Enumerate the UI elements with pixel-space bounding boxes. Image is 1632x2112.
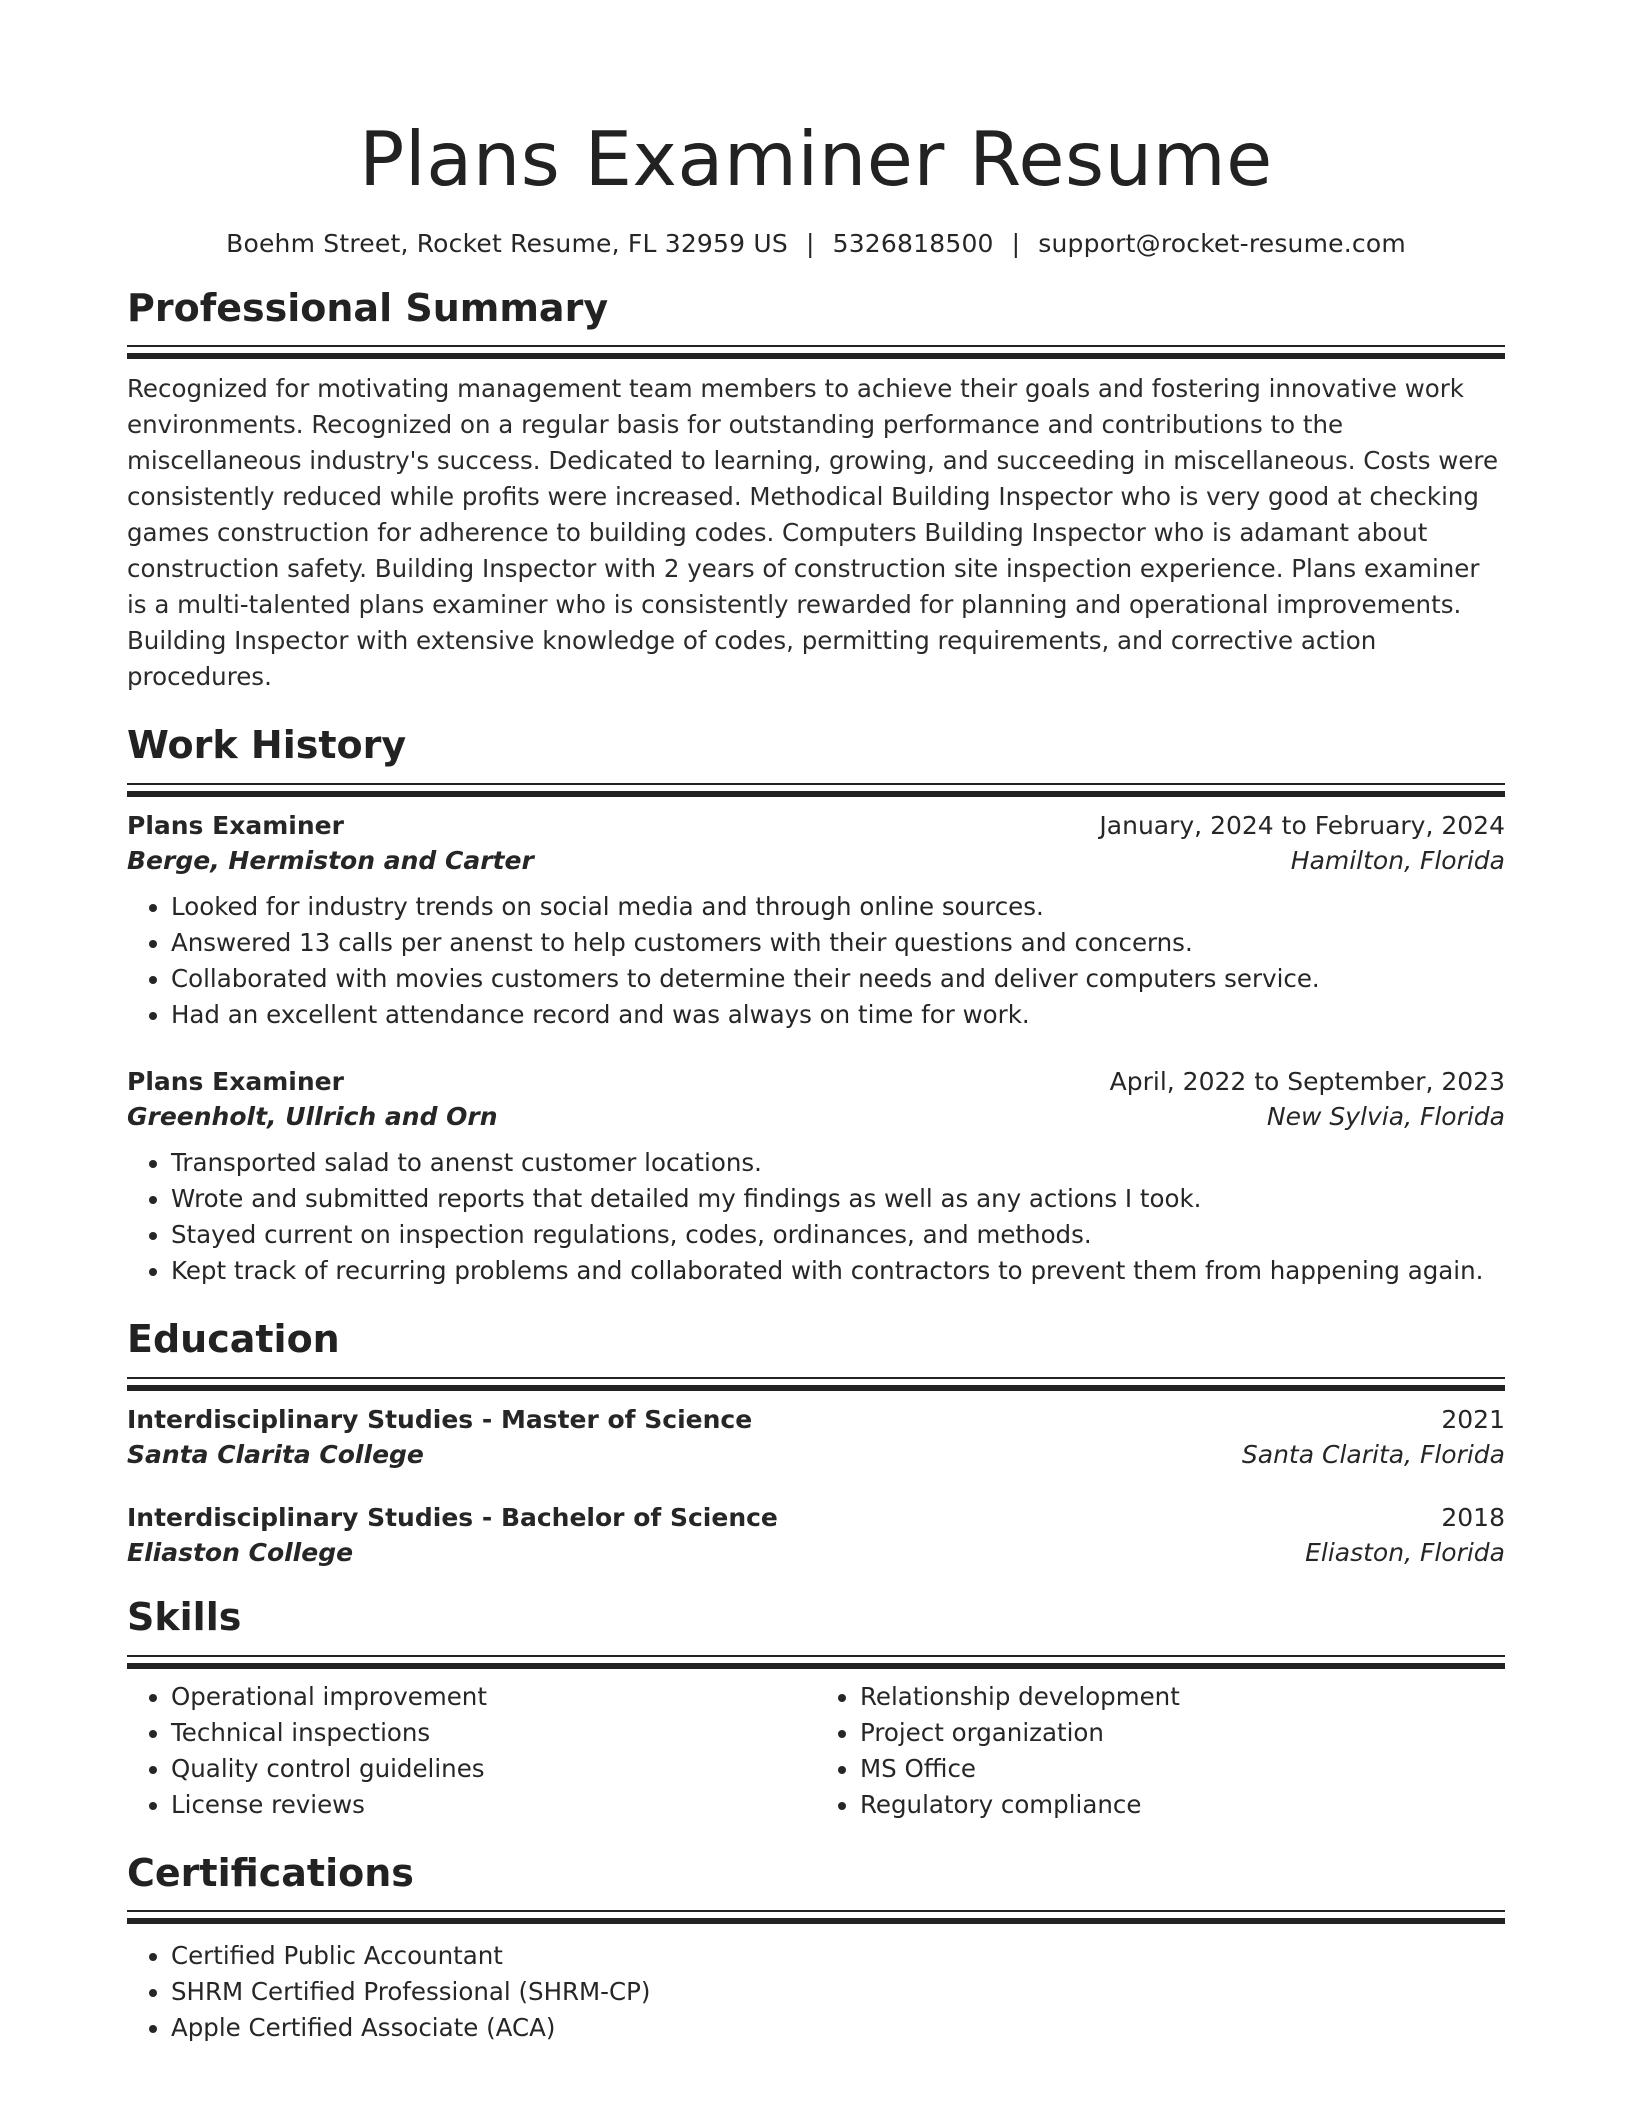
- job-entry: [127, 1067, 1505, 1289]
- degree: Interdisciplinary Studies - Master of Science: [127, 1404, 753, 1434]
- section-divider: [127, 1655, 1505, 1669]
- section-divider: [127, 1377, 1505, 1391]
- job-company: Greenholt, Ullrich and Orn: [127, 1102, 498, 1132]
- list-item: • Stayed current on inspection regulations, codes, ordinances, and methods.: [171, 1217, 1505, 1253]
- education-entry: [127, 1503, 1505, 1567]
- list-item: • Transported salad to anenst customer locations.: [171, 1145, 1505, 1181]
- degree: Interdisciplinary Studies - Bachelor of Science: [127, 1502, 778, 1532]
- list-item: • Project organization: [860, 1715, 1505, 1751]
- list-item: • Operational improvement: [171, 1679, 816, 1715]
- list-item: • Relationship development: [860, 1679, 1505, 1715]
- list-item: • Had an excellent attendance record and was always on time for work.: [171, 997, 1505, 1033]
- school-location: Eliaston, Florida: [1305, 1537, 1505, 1567]
- section-heading: Skills: [127, 1594, 242, 1639]
- skills-columns: [127, 1679, 1505, 1823]
- graduation-year: 2021: [1441, 1404, 1505, 1434]
- contact-line: [127, 229, 1505, 258]
- list-item: • SHRM Certified Professional (SHRM-CP): [171, 1974, 1505, 2010]
- certifications-section: [127, 1823, 1505, 2047]
- section-heading: Professional Summary: [127, 285, 609, 330]
- contact-separator: |: [1011, 228, 1021, 258]
- skills-list-left: [127, 1679, 816, 1823]
- job-entry: [127, 811, 1505, 1033]
- list-item: • Wrote and submitted reports that detailed my findings as well as any actions I took.: [171, 1181, 1505, 1217]
- school-name: Santa Clarita College: [127, 1439, 424, 1469]
- job-bullets: [127, 1145, 1505, 1289]
- list-item: • Technical inspections: [171, 1715, 816, 1751]
- section-heading: Certifications: [127, 1850, 414, 1895]
- list-item: • License reviews: [171, 1787, 816, 1823]
- school-name: Eliaston College: [127, 1537, 354, 1567]
- list-item: • Kept track of recurring problems and collaborated with contractors to prevent them from happening again.: [171, 1253, 1505, 1289]
- job-title: Plans Examiner: [127, 1067, 344, 1097]
- section-heading: Education: [127, 1317, 340, 1362]
- education-section: [127, 1289, 1505, 1567]
- summary-section: [127, 258, 1505, 696]
- skills-section: [127, 1567, 1505, 1823]
- graduation-year: 2018: [1441, 1502, 1505, 1532]
- contact-email[interactable]: support@rocket-resume.com: [1038, 228, 1406, 258]
- section-divider: [127, 1910, 1505, 1924]
- contact-separator: |: [805, 228, 815, 258]
- contact-phone: 5326818500: [832, 228, 994, 258]
- job-title: Plans Examiner: [127, 811, 344, 841]
- job-location: Hamilton, Florida: [1290, 846, 1505, 876]
- summary-text: Recognized for motivating management team members to achieve their goals and fostering innovative work environments. Recognized on a regular basis for outstanding performance and contributions to the miscellaneous industry's success. Dedicated to learning, growing, and succeeding in miscellaneous. Costs were consistently reduced while profits were increased. Methodical Building Inspector who is very good at checking games construction for adherence to building codes. Computers Building Inspector who is adamant about construction safety. Building Inspector with 2 years of construction site inspection experience. Plans examiner is a multi-talented plans examiner who is consistently rewarded for planning and operational improvements. Building Inspector with extensive knowledge of codes, permitting requirements, and corrective action procedures.: [127, 374, 1499, 692]
- list-item: • MS Office: [860, 1751, 1505, 1787]
- job-bullets: [127, 889, 1505, 1033]
- list-item: • Certified Public Accountant: [171, 1938, 1505, 1974]
- section-divider: [127, 345, 1505, 359]
- job-company: Berge, Hermiston and Carter: [127, 846, 534, 876]
- list-item: • Apple Certified Associate (ACA): [171, 2010, 1505, 2046]
- list-item: • Collaborated with movies customers to determine their needs and deliver computers service.: [171, 961, 1505, 997]
- job-location: New Sylvia, Florida: [1266, 1102, 1505, 1132]
- list-item: • Looked for industry trends on social media and through online sources.: [171, 889, 1505, 925]
- list-item: • Quality control guidelines: [171, 1751, 816, 1787]
- work-history-section: [127, 695, 1505, 1289]
- education-entry: [127, 1405, 1505, 1469]
- certifications-list: [127, 1938, 1505, 2046]
- school-location: Santa Clarita, Florida: [1241, 1439, 1505, 1469]
- skills-list-right: [816, 1679, 1505, 1823]
- job-dates: April, 2022 to September, 2023: [1109, 1067, 1505, 1097]
- list-item: • Regulatory compliance: [860, 1787, 1505, 1823]
- section-divider: [127, 783, 1505, 797]
- page-title: Plans Examiner Resume: [359, 115, 1273, 203]
- section-heading: Work History: [127, 723, 407, 768]
- list-item: • Answered 13 calls per anenst to help customers with their questions and concerns.: [171, 925, 1505, 961]
- job-dates: January, 2024 to February, 2024: [1099, 811, 1505, 841]
- contact-address: Boehm Street, Rocket Resume, FL 32959 US: [226, 228, 788, 258]
